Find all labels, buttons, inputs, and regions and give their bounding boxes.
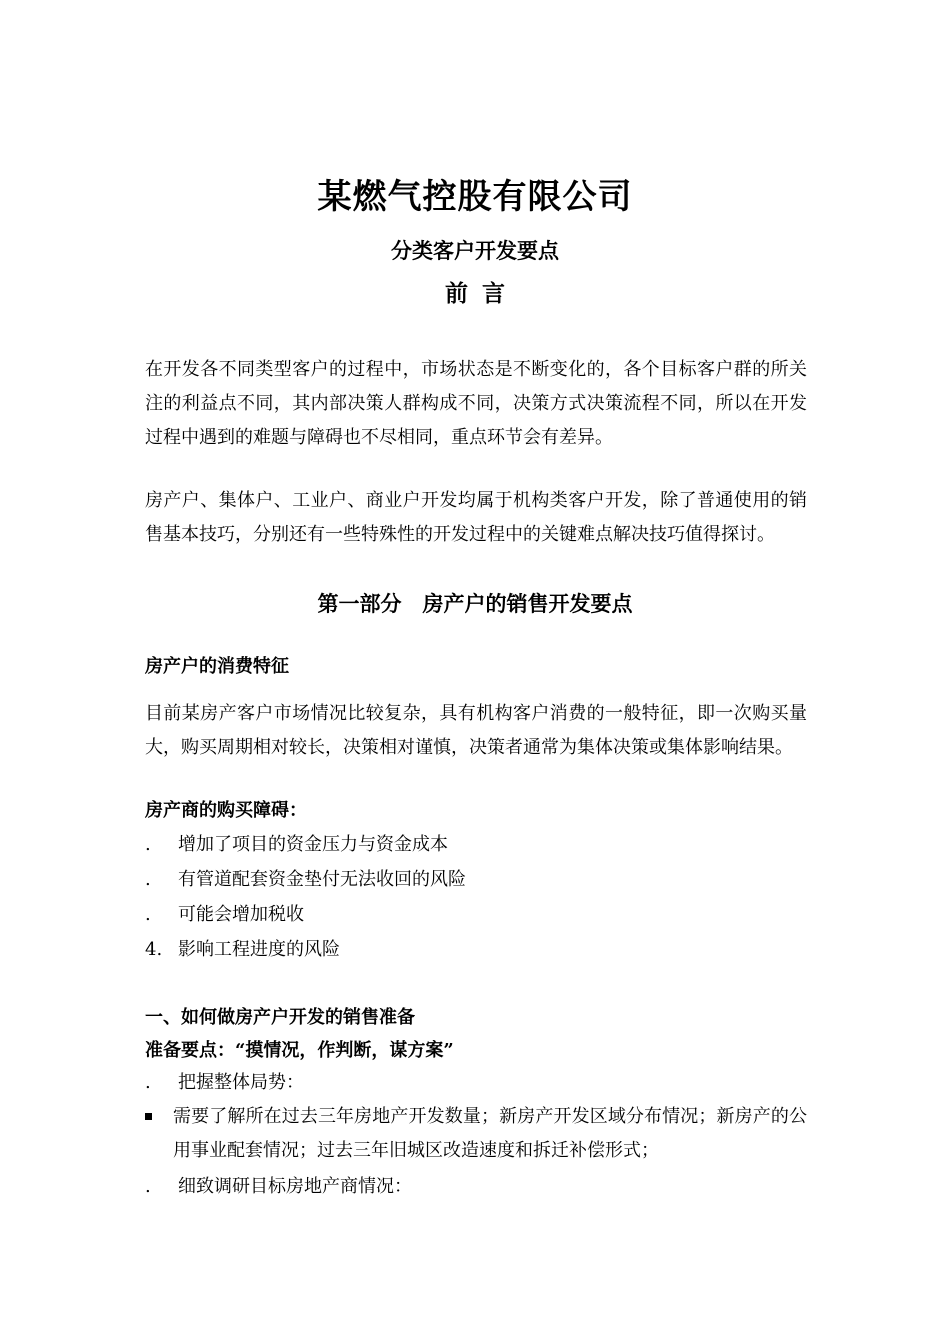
part-one-title: 第一部分 房产户的销售开发要点 bbox=[317, 591, 633, 616]
barrier-item bbox=[145, 933, 807, 967]
barrier-item-text: 可能会增加税收 bbox=[178, 904, 304, 925]
bullet-item bbox=[145, 1100, 807, 1168]
preparation-item-text: 细致调研目标房地产商情况： bbox=[178, 1176, 412, 1197]
list-marker: . bbox=[145, 834, 151, 855]
list-marker: . bbox=[145, 904, 151, 925]
list-marker: . bbox=[145, 1072, 151, 1093]
barriers-heading: 房产商的购买障碍： bbox=[145, 800, 307, 821]
square-bullet-icon bbox=[145, 1113, 152, 1120]
intro-paragraph-1: 在开发各不同类型客户的过程中，市场状态是不断变化的，各个目标客户群的所关注的利益点不同，其内部决策人群构成不同，决策方式决策流程不同，所以在开发过程中遇到的难题与障碍也不尽相同，重点环节会有差异。 bbox=[145, 359, 807, 448]
list-marker: . bbox=[145, 1176, 151, 1197]
barrier-item bbox=[145, 828, 807, 862]
preparation-item bbox=[145, 1170, 807, 1204]
company-title: 某燃气控股有限公司 bbox=[317, 177, 633, 217]
preparation-item-text: 把握整体局势： bbox=[178, 1072, 304, 1093]
barrier-item bbox=[145, 898, 807, 932]
key-points-heading: 准备要点：“摸情况，作判断，谋方案” bbox=[145, 1040, 454, 1061]
bullet-item-text: 需要了解所在过去三年房地产开发数量；新房产开发区域分布情况；新房产的公用事业配套情况；过去三年旧城区改造速度和拆迁补偿形式； bbox=[173, 1106, 807, 1161]
intro-paragraph-2: 房产户、集体户、工业户、商业户开发均属于机构类客户开发，除了普通使用的销售基本技巧，分别还有一些特殊性的开发过程中的关键难点解决技巧值得探讨。 bbox=[145, 490, 807, 545]
barrier-item bbox=[145, 863, 807, 897]
consumption-heading: 房产户的消费特征 bbox=[145, 656, 289, 677]
barrier-item-text: 影响工程进度的风险 bbox=[178, 939, 340, 960]
section-one-heading: 一、如何做房产户开发的销售准备 bbox=[145, 1007, 415, 1028]
preparation-item bbox=[145, 1066, 807, 1100]
document-subtitle: 分类客户开发要点 bbox=[391, 238, 559, 263]
consumption-paragraph: 目前某房产客户市场情况比较复杂，具有机构客户消费的一般特征，即一次购买量大，购买周期相对较长，决策相对谨慎，决策者通常为集体决策或集体影响结果。 bbox=[145, 703, 807, 758]
list-marker: 4. bbox=[145, 939, 163, 960]
barrier-item-text: 有管道配套资金垫付无法收回的风险 bbox=[178, 869, 466, 890]
list-marker: . bbox=[145, 869, 151, 890]
preface-heading: 前言 bbox=[445, 280, 519, 307]
barrier-item-text: 增加了项目的资金压力与资金成本 bbox=[178, 834, 448, 855]
